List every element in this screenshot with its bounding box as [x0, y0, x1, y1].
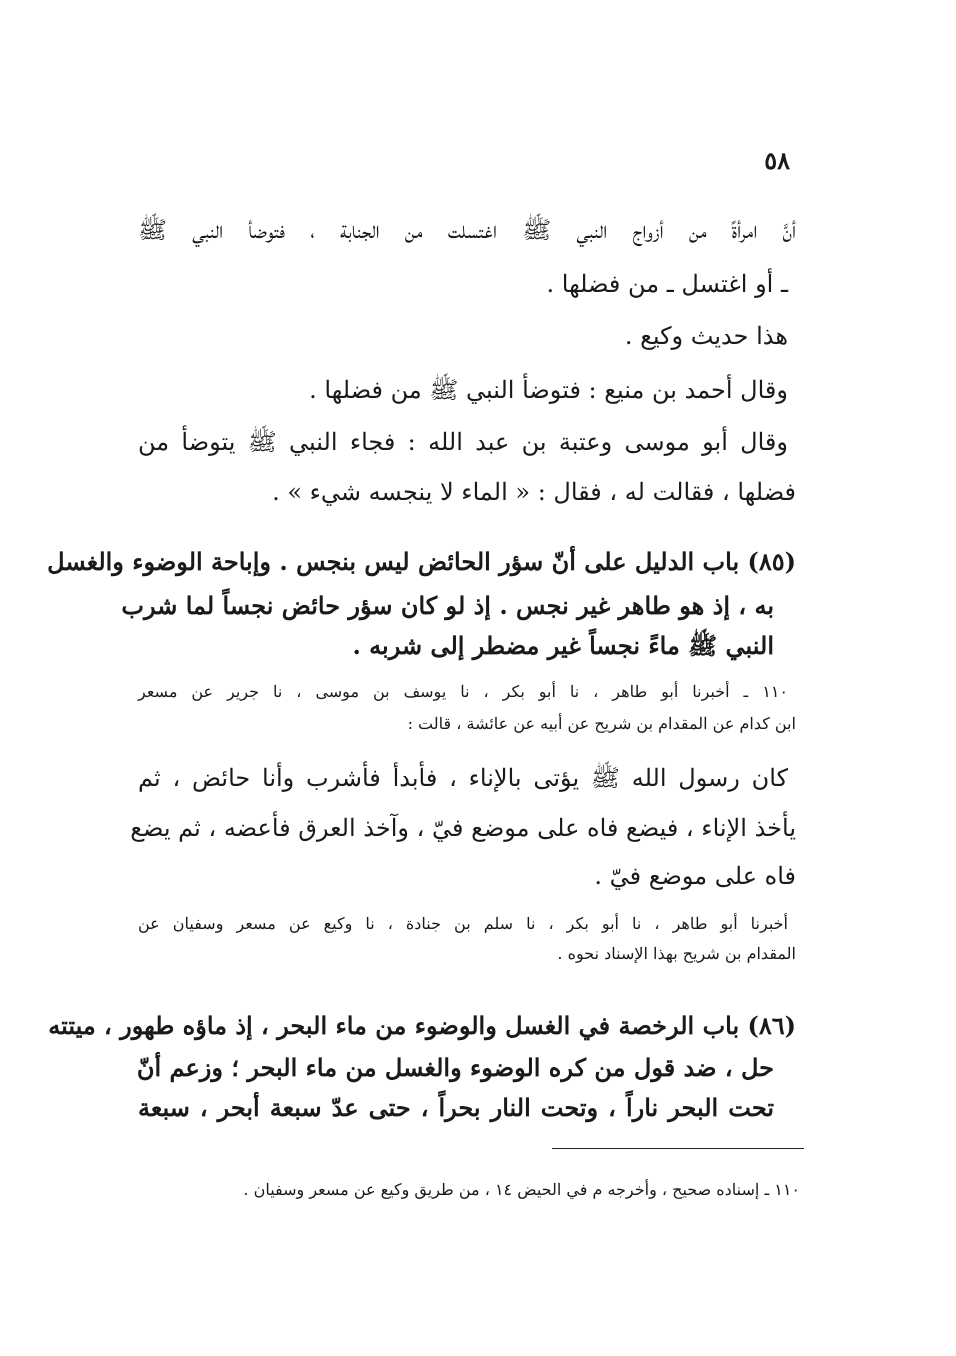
text-line-4: وقال أحمد بن منيع : فتوضأ النبي ﷺ من فضلها . — [309, 376, 788, 404]
text-line-3: هذا حديث وكيع . — [624, 322, 788, 350]
chapter-86-heading-line-2: حل ، ضد قول من كره الوضوء والغسل من ماء البحر ؛ وزعم أنّ — [136, 1053, 774, 1082]
hadith-110-isnad-line-1: ١١٠ ـ أخبرنا أبو طاهر ، نا أبو بكر ، نا يوسف بن موسى ، نا جرير عن مسعر — [138, 682, 788, 701]
footnote-divider — [552, 1148, 804, 1149]
hadith-110-matn-line-1: كان رسول الله ﷺ يؤتى بالإناء ، فأبدأ فأشرب وأنا حائض ، ثم — [138, 764, 788, 792]
hadith-110-matn-line-3: فاه على موضع فيّ . — [594, 862, 796, 890]
alt-isnad-line-1: أخبرنا أبو طاهر ، نا أبو بكر ، نا سلم بن جنادة ، نا وكيع عن مسعر وسفيان عن — [138, 914, 788, 933]
alt-isnad-line-2: المقدام بن شريح بهذا الإسناد نحوه . — [557, 944, 796, 963]
chapter-85-heading-line-1: (٨٥) باب الدليل على أنّ سؤر الحائض ليس بنجس . وإباحة الوضوء والغسل — [47, 547, 796, 576]
page-number: ٥٨ — [764, 146, 790, 175]
hadith-110-isnad-line-2: ابن كدام عن المقدام بن شريح عن أبيه عن عائشة ، قالت : — [407, 714, 796, 733]
text-line-1: أنَّ امرأةً من أزواج النبي ﷺ اغتسلت من الجنابة ، فتوضأ النبي ﷺ — [138, 216, 796, 244]
footnote-110: ١١٠ ـ إسناده صحيح ، وأخرجه م في الحيض ١٤ ، من طريق وكيع عن مسعر وسفيان . — [243, 1180, 800, 1199]
chapter-86-heading-line-1: (٨٦) باب الرخصة في الغسل والوضوء من ماء البحر ، إذ ماؤه طهور ، ميتته — [48, 1011, 796, 1040]
text-line-2: ـ أو اغتسل ـ من فضلها . — [546, 270, 788, 298]
text-line-5: وقال أبو موسى وعتبة بن عبد الله : فجاء النبي ﷺ يتوضأ من — [138, 428, 788, 456]
chapter-85-heading-line-2: به ، إذ هو طاهر غير نجس . إذ لو كان سؤر حائض نجساً لما شرب — [121, 591, 774, 620]
hadith-110-matn-line-2: يأخذ الإناء ، فيضع فاه على موضع فيّ ، وآخذ العرق فأعضه ، ثم يضع — [130, 814, 796, 842]
chapter-85-heading-line-3: النبي ﷺ ماءً نجساً غير مضطر إلى شربه . — [352, 631, 774, 660]
text-line-6: فضلها ، فقالت له ، فقال : « الماء لا ينجسه شيء » . — [272, 478, 796, 506]
chapter-86-heading-line-3: تحت البحر ناراً ، وتحت النار بحراً ، حتى عدّ سبعة أبحر ، سبعة — [138, 1093, 774, 1122]
